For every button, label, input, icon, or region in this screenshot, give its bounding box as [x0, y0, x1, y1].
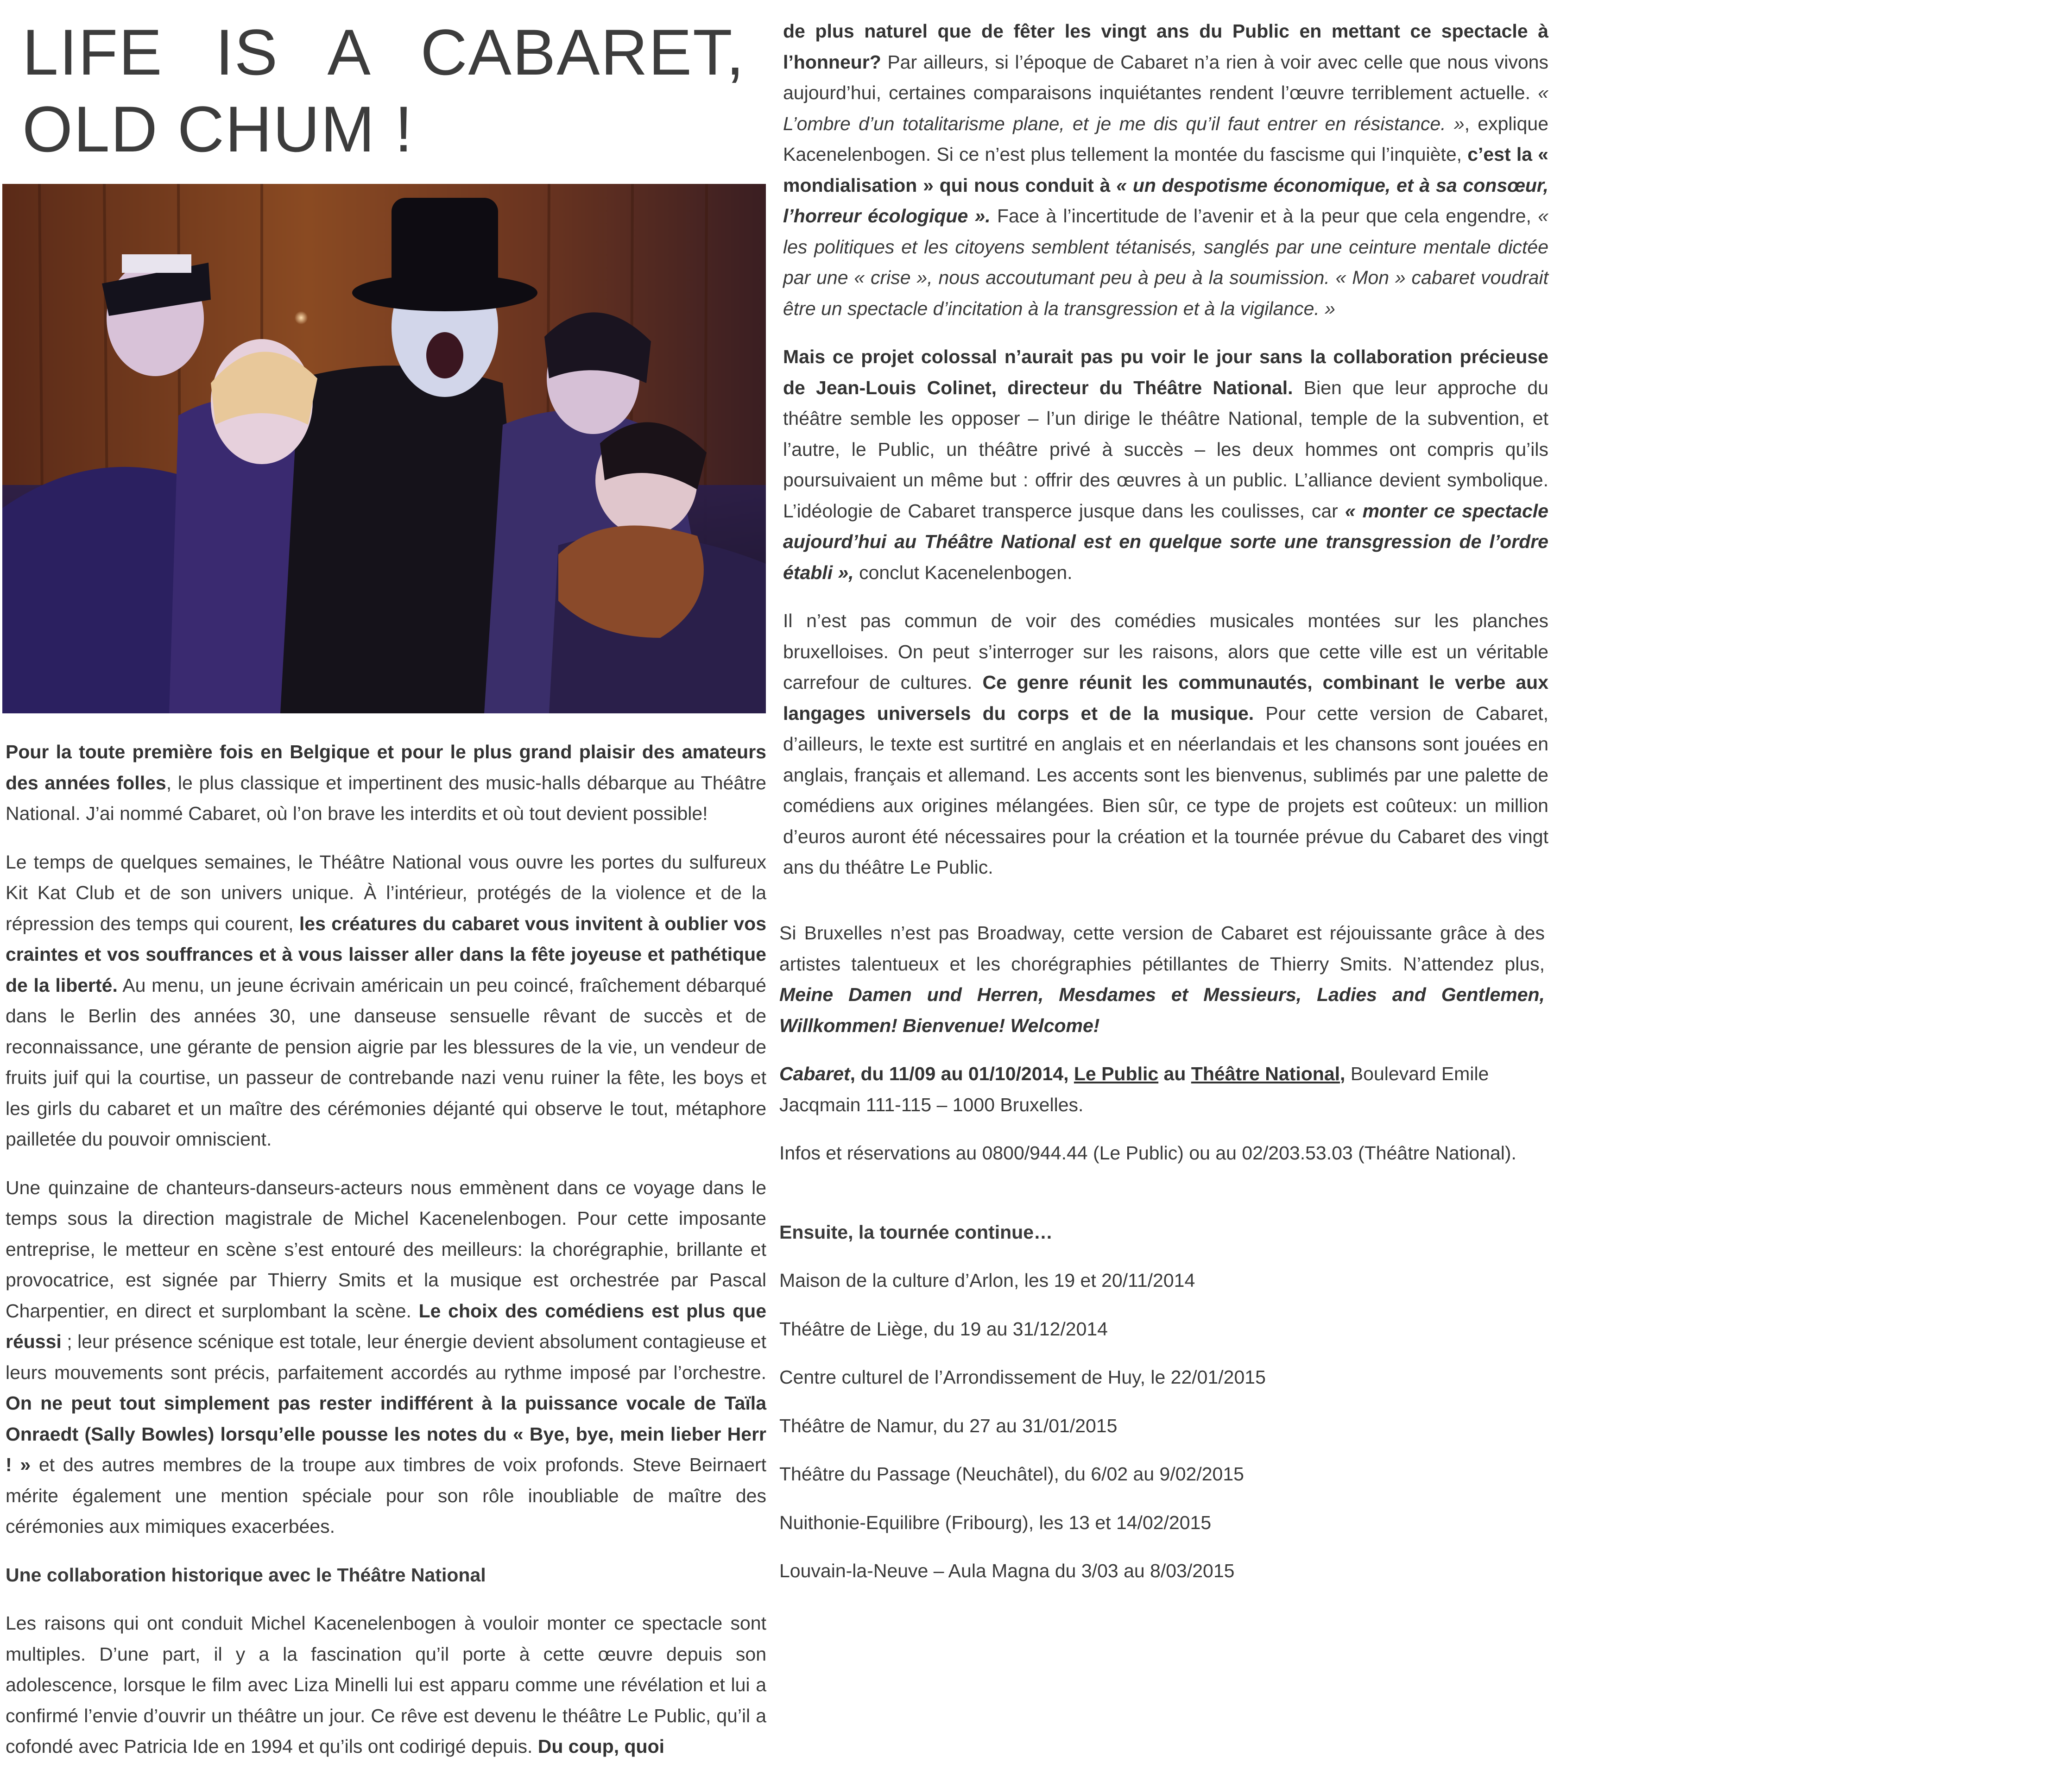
headline: LIFE IS A CABARET, OLD CHUM ! [22, 16, 745, 165]
cast-paragraph [6, 1172, 766, 1542]
tour-item: Maison de la culture d’Arlon, les 19 et 20/11/2014 [779, 1270, 1195, 1291]
cast-bold-2: On ne peut tout simplement pas rester indifférent à la puissance vocale de Taïla Onraedt (Sally Bowles) lorsqu’elle pousse les notes du « Bye, bye, mein lieber Herr ! » [6, 1392, 766, 1475]
event-address: Boulevard Emile Jacqmain 111-115 – 1000 Bruxelles. [779, 1063, 1489, 1115]
tour-heading: Ensuite, la tournée continue… [779, 1221, 1053, 1243]
anniversary-text-1: Par ailleurs, si l’époque de Cabaret n’a rien à voir avec celle que nous vivons aujourd’hui, certaines comparaisons inquiétantes rendent l’œuvre terriblement actuelle. [783, 51, 1548, 103]
cast-bold-1: Le choix des comédiens est plus que réussi [6, 1300, 767, 1352]
broadway-text: Si Bruxelles n’est pas Broadway, cette version de Cabaret est réjouissante grâce à des artistes talentueux et les chorégraphies pétillantes de Thierry Smits. N’attendez plus, [779, 922, 1545, 975]
event-info [779, 1058, 1545, 1120]
kitkat-paragraph [6, 847, 766, 1155]
cast-text-3: et des autres membres de la troupe aux timbres de voix profonds. Steve Beirnaert mérite également une mention spéciale pour son rôle inoubliable de maître des cérémonies aux mimiques exacerbées. [6, 1454, 766, 1537]
tour-item: Théâtre de Liège, du 19 au 31/12/2014 [779, 1318, 1108, 1340]
anniversary-paragraph [783, 16, 1548, 324]
musicals-text-1: Il n’est pas commun de voir des comédies musicales montées sur les planches bruxelloises. On peut s’interroger sur les raisons, alors que cette ville est un véritable carrefour de cultures. [783, 610, 1548, 693]
tour-item: Nuithonie-Equilibre (Fribourg), les 13 et 14/02/2015 [779, 1511, 1212, 1533]
transgression-quote: « monter ce spectacle aujourd’hui au Théâtre National est en quelque sorte une transgression de l’ordre établi », [783, 500, 1548, 583]
tour-item: Théâtre de Namur, du 27 au 31/01/2015 [779, 1415, 1118, 1436]
despotisme-quote: « un despotisme économique, et à sa consœur, l’horreur écologique ». [783, 174, 1548, 227]
event-au: au [1158, 1063, 1191, 1084]
reasons-paragraph [6, 1608, 766, 1762]
tour-item: Louvain-la-Neuve – Aula Magna du 3/03 au 8/03/2015 [779, 1560, 1235, 1581]
kitkat-bold: les créatures du cabaret vous invitent à oublier vos craintes et vos souffrances et à vous laisser aller dans la fête joyeuse et pathétique de la liberté. [6, 913, 767, 996]
reasons-text: Les raisons qui ont conduit Michel Kacenelenbogen à vouloir monter ce spectacle sont multiples. D’une part, il y a la fascination qu’il porte à cette œuvre depuis son adolescence, lorsque le film avec Liza Minelli lui est apparu comme une révélation et lui a confirmé l’envie d’ouvrir un théâtre un jour. Ce rêve est devenu le théâtre Le Public, qu’il a cofondé avec Patricia Ide en 1994 et qu’ils ont codirigé depuis. [6, 1612, 766, 1757]
left-column [0, 0, 770, 168]
event-comma: , [1340, 1063, 1346, 1084]
welcome-quote: Meine Damen und Herren, Mesdames et Messieurs, Ladies and Gentlemen, Willkommen! Bienvenue! Welcome! [779, 984, 1545, 1036]
anniversary-bold: de plus naturel que de fêter les vingt ans du Public en mettant ce spectacle à l’honneur? [783, 20, 1548, 73]
anniversary-text-3: Face à l’incertitude de l’avenir et à la peur que cela engendre, [990, 205, 1538, 227]
right-article-footer [779, 918, 1545, 1604]
intro-bold: Pour la toute première fois en Belgique et pour le plus grand plaisir des amateurs des années folles [6, 741, 766, 793]
musicals-text-2: Pour cette version de Cabaret, d’ailleurs, le texte est surtitré en anglais et en néerlandais et les chansons sont jouées en anglais, français et allemand. Les accents sont les bienvenus, sublimés par une palette de comédiens aux origines mélangées. Bien sûr, ce type de projets est coûteux: un million d’euros auront été nécessaires pour la création et la tournée prévue du Cabaret des vingt ans du théâtre Le Public. [783, 702, 1548, 878]
musicals-paragraph [783, 605, 1548, 883]
quote-totalitarisme: « L’ombre d’un totalitarisme plane, et je me dis qu’il faut entrer en résistance. » [783, 82, 1548, 134]
event-dates: , du 11/09 au 01/10/2014, [850, 1063, 1074, 1084]
event-title: Cabaret [779, 1063, 850, 1084]
kitkat-text-2: Au menu, un jeune écrivain américain un peu coincé, fraîchement débarqué dans le Berlin des années 30, une danseuse sensuelle rêvant de succès et de reconnaissance, une gérante de pension aigrie par les blessures de la vie, un vendeur de fruits juif qui la courtise, un passeur de contrebande nazi venu ruiner la fête, les boys et les girls du cabaret et un maître des cérémonies déjanté qui observe le tout, métaphore pailletée du pouvoir omniscient. [6, 974, 766, 1150]
kitkat-text-1: Le temps de quelques semaines, le Théâtre National vous ouvre les portes du sulfureux Kit Kat Club et de son univers unique. À l’intérieur, protégés de la violence et de la répression des temps qui courent, [6, 851, 766, 934]
colinet-paragraph [783, 341, 1548, 588]
intro-paragraph [6, 737, 766, 829]
photo-illustration-icon [2, 184, 766, 713]
quote-politiques: « les politiques et les citoyens semblent tétanisés, sanglés par une ceinture mentale dictée par une « crise », nous accoutumant peu à peu à la soumission. « Mon » cabaret voudrait être un spectacle d’incitation à la transgression et à la vigilance. » [783, 205, 1548, 319]
tour-item: Centre culturel de l’Arrondissement de Huy, le 22/01/2015 [779, 1366, 1266, 1388]
le-public-link[interactable]: Le Public [1074, 1063, 1159, 1084]
broadway-paragraph [779, 918, 1545, 1041]
cabaret-performers-photo [2, 184, 766, 713]
colinet-text-2: conclut Kacenelenbogen. [853, 561, 1073, 583]
collaboration-subheading: Une collaboration historique avec le Théâtre National [6, 1564, 486, 1586]
theatre-national-link[interactable]: Théâtre National [1191, 1063, 1340, 1084]
right-article-text [783, 16, 1548, 900]
cast-text-2: ; leur présence scénique est totale, leur énergie devient absolument contagieuse et leurs mouvements sont précis, parfaitement accordés au rythme imposé par l’orchestre. [6, 1331, 766, 1383]
colinet-text-1: Bien que leur approche du théâtre semble les opposer – l’un dirige le théâtre National, temple de la subvention, et l’autre, le Public, un théâtre privé à succès – les deux hommes ont compris qu’ils poursuivaient un même but : offrir des œuvres à un public. L’alliance devient symbolique. L’idéologie de Cabaret transperce jusque dans les coulisses, car [783, 377, 1548, 522]
reservation-info: Infos et réservations au 0800/944.44 (Le Public) ou au 02/203.53.03 (Théâtre National). [779, 1142, 1516, 1164]
cast-text-1: Une quinzaine de chanteurs-danseurs-acteurs nous emmènent dans ce voyage dans le temps sous la direction magistrale de Michel Kacenelenbogen. Pour cette imposante entreprise, le metteur en scène s’est entouré des meilleurs: la chorégraphie, brillante et provocatrice, est signée par Thierry Smits et la musique est orchestrée par Pascal Charpentier, en direct et surplombant la scène. [6, 1177, 766, 1322]
colinet-bold: Mais ce projet colossal n’aurait pas pu voir le jour sans la collaboration précieuse de Jean-Louis Colinet, directeur du Théâtre National. [783, 346, 1548, 398]
mondialisation-bold: c’est la « mondialisation » qui nous conduit à [783, 144, 1548, 196]
anniversary-text-2: , explique Kacenelenbogen. Si ce n’est plus tellement la montée du fascisme qui l’inquiète, [783, 113, 1548, 165]
musicals-bold: Ce genre réunit les communautés, combinant le verbe aux langages universels du corps et de la musique. [783, 672, 1548, 724]
reasons-bold: Du coup, quoi [537, 1736, 665, 1757]
tour-item: Théâtre du Passage (Neuchâtel), du 6/02 au 9/02/2015 [779, 1463, 1244, 1485]
intro-text: , le plus classique et impertinent des music-halls débarque au Théâtre National. J’ai nommé Cabaret, où l’on brave les interdits et où tout devient possible! [6, 772, 766, 824]
left-article-text [6, 737, 766, 1780]
tour-list [779, 1265, 1545, 1587]
